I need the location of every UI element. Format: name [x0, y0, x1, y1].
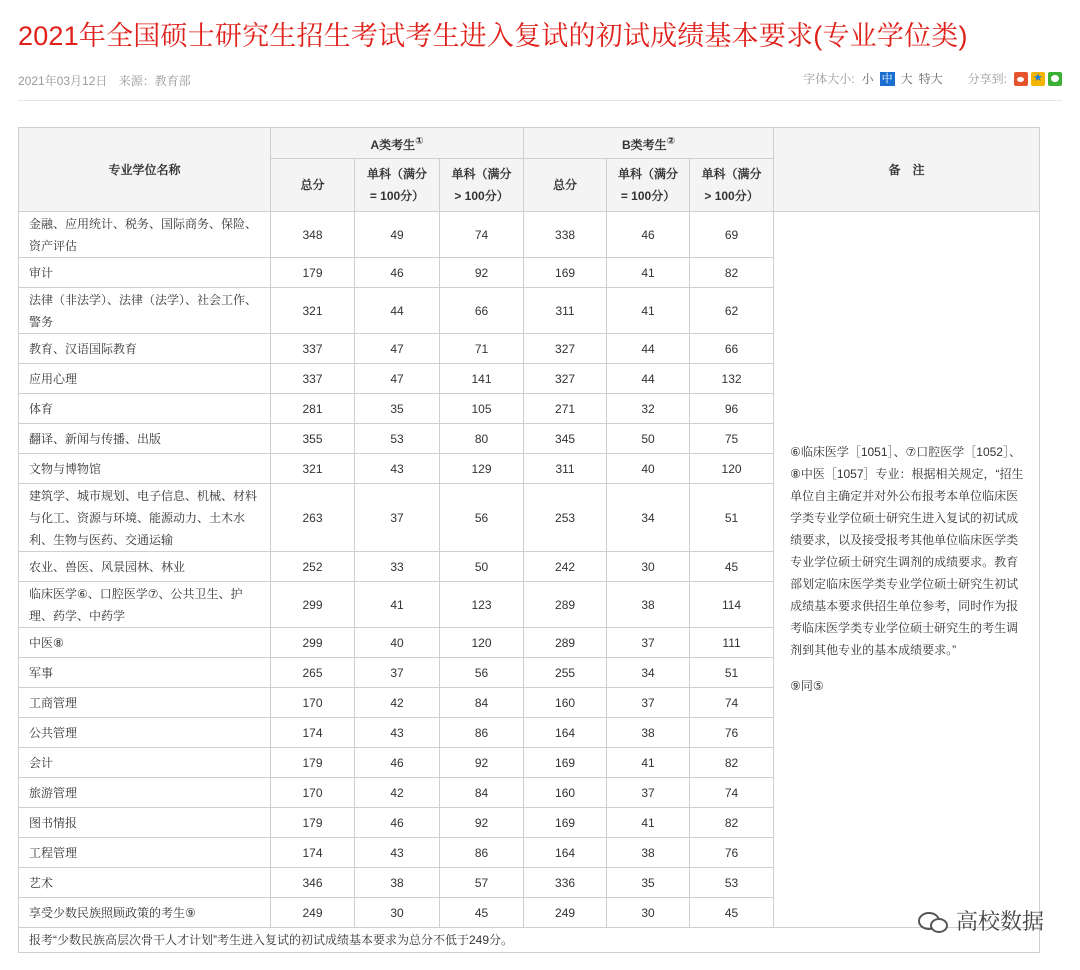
score-b-single-gt100-cell: 51 — [690, 658, 774, 688]
header-b-single-gt100: 单科（满分 > 100分） — [690, 159, 774, 212]
major-name-cell: 享受少数民族照顾政策的考生⑨ — [19, 898, 271, 928]
score-b-total-cell: 242 — [524, 552, 607, 582]
score-b-total-cell: 345 — [524, 424, 607, 454]
score-b-total-cell: 160 — [524, 688, 607, 718]
score-b-total-cell: 289 — [524, 628, 607, 658]
score-a-single-gt100-cell: 80 — [440, 424, 524, 454]
score-a-single-gt100-cell: 84 — [440, 778, 524, 808]
score-b-single-gt100-cell: 82 — [690, 258, 774, 288]
score-b-total-cell: 311 — [524, 454, 607, 484]
score-b-single-100-cell: 40 — [607, 454, 690, 484]
remark-medical-note: ⑥临床医学［1051］、⑦口腔医学［1052］、⑧中医［1057］专业：根据相关规定，“招生单位自主确定并对外公布报考本单位临床医学类专业学位硕士研究生进入复试的初试成绩要求，以及接受报考其他单位临床医学类专业学位硕士研究生调剂的成绩要求。教育部划定临床医学类专业学位硕士研究生初试成绩基本要求供招生单位参考，同时作为报考临床医学类专业学位硕士研究生的考生调剂到其他专业的基本成绩要求。” — [790, 445, 1024, 657]
major-name-cell: 旅游管理 — [19, 778, 271, 808]
score-a-single-gt100-cell: 123 — [440, 582, 524, 628]
score-b-single-100-cell: 44 — [607, 334, 690, 364]
score-a-single-100-cell: 53 — [355, 424, 440, 454]
score-b-single-100-cell: 44 — [607, 364, 690, 394]
score-b-total-cell: 169 — [524, 258, 607, 288]
score-a-single-100-cell: 47 — [355, 364, 440, 394]
major-name-cell: 工程管理 — [19, 838, 271, 868]
score-b-single-gt100-cell: 53 — [690, 868, 774, 898]
score-a-total-cell: 299 — [271, 628, 355, 658]
score-a-single-100-cell: 30 — [355, 898, 440, 928]
score-a-single-100-cell: 44 — [355, 288, 440, 334]
score-b-single-gt100-cell: 74 — [690, 778, 774, 808]
major-name-cell: 工商管理 — [19, 688, 271, 718]
header-group-a-label: A类考生 — [370, 137, 416, 152]
score-b-single-100-cell: 46 — [607, 212, 690, 258]
major-name-cell: 金融、应用统计、税务、国际商务、保险、资产评估 — [19, 212, 271, 258]
score-b-total-cell: 271 — [524, 394, 607, 424]
table-footnote: 报考“少数民族高层次骨干人才计划”考生进入复试的初试成绩基本要求为总分不低于249分。 — [19, 928, 1040, 953]
header-group-a-mark: ① — [415, 135, 424, 147]
wechat-logo-icon — [918, 910, 948, 932]
score-b-single-100-cell: 37 — [607, 778, 690, 808]
score-b-single-100-cell: 30 — [607, 552, 690, 582]
score-b-single-gt100-cell: 51 — [690, 484, 774, 552]
score-b-single-100-cell: 41 — [607, 258, 690, 288]
score-b-single-100-cell: 32 — [607, 394, 690, 424]
score-a-single-gt100-cell: 74 — [440, 212, 524, 258]
score-a-single-gt100-cell: 92 — [440, 748, 524, 778]
qzone-icon[interactable] — [1031, 72, 1045, 86]
score-b-single-gt100-cell: 74 — [690, 688, 774, 718]
score-b-single-100-cell: 38 — [607, 838, 690, 868]
header-a-total: 总分 — [271, 159, 355, 212]
score-b-total-cell: 169 — [524, 748, 607, 778]
score-a-single-gt100-cell: 92 — [440, 258, 524, 288]
score-a-single-gt100-cell: 50 — [440, 552, 524, 582]
score-b-single-100-cell: 38 — [607, 718, 690, 748]
score-b-single-100-cell: 37 — [607, 628, 690, 658]
major-name-cell: 法律（非法学）、法律（法学）、社会工作、警务 — [19, 288, 271, 334]
wechat-icon[interactable] — [1048, 72, 1062, 86]
article-source: 来源：教育部 — [118, 74, 191, 88]
score-a-total-cell: 252 — [271, 552, 355, 582]
header-b-total: 总分 — [524, 159, 607, 212]
header-group-b-label: B类考生 — [621, 137, 667, 152]
score-a-single-gt100-cell: 92 — [440, 808, 524, 838]
major-name-cell: 图书情报 — [19, 808, 271, 838]
header-b-single-100: 单科（满分 = 100分） — [607, 159, 690, 212]
header-a-single-gt100: 单科（满分 > 100分） — [440, 159, 524, 212]
weibo-icon[interactable] — [1014, 72, 1028, 86]
remark-minority-note: ⑨同⑤ — [790, 679, 824, 693]
score-b-single-gt100-cell: 96 — [690, 394, 774, 424]
score-a-single-100-cell: 33 — [355, 552, 440, 582]
score-a-single-gt100-cell: 84 — [440, 688, 524, 718]
score-b-single-100-cell: 41 — [607, 808, 690, 838]
score-b-total-cell: 255 — [524, 658, 607, 688]
score-a-total-cell: 170 — [271, 778, 355, 808]
score-b-total-cell: 160 — [524, 778, 607, 808]
header-group-a — [271, 128, 524, 159]
score-b-single-100-cell: 41 — [607, 748, 690, 778]
score-a-single-100-cell: 47 — [355, 334, 440, 364]
score-b-single-100-cell: 41 — [607, 288, 690, 334]
score-a-total-cell: 299 — [271, 582, 355, 628]
header-group-b — [524, 128, 774, 159]
score-a-total-cell: 355 — [271, 424, 355, 454]
score-a-single-100-cell: 43 — [355, 454, 440, 484]
score-a-single-100-cell: 42 — [355, 688, 440, 718]
score-b-single-gt100-cell: 75 — [690, 424, 774, 454]
score-b-single-gt100-cell: 76 — [690, 718, 774, 748]
score-b-single-gt100-cell: 62 — [690, 288, 774, 334]
score-b-total-cell: 327 — [524, 364, 607, 394]
score-a-single-gt100-cell: 57 — [440, 868, 524, 898]
score-a-single-gt100-cell: 129 — [440, 454, 524, 484]
score-a-total-cell: 174 — [271, 718, 355, 748]
major-name-cell: 建筑学、城市规划、电子信息、机械、材料与化工、资源与环境、能源动力、土木水利、生物与医药、交通运输 — [19, 484, 271, 552]
score-b-single-100-cell: 30 — [607, 898, 690, 928]
score-a-single-gt100-cell: 56 — [440, 658, 524, 688]
watermark — [918, 905, 1044, 936]
score-a-single-gt100-cell: 105 — [440, 394, 524, 424]
score-a-total-cell: 337 — [271, 364, 355, 394]
score-b-single-gt100-cell: 132 — [690, 364, 774, 394]
font-size-large[interactable]: 大 — [900, 72, 913, 86]
score-b-single-gt100-cell: 69 — [690, 212, 774, 258]
score-b-single-gt100-cell: 76 — [690, 838, 774, 868]
article-meta — [18, 72, 199, 89]
score-b-total-cell: 169 — [524, 808, 607, 838]
score-a-single-100-cell: 42 — [355, 778, 440, 808]
article-tools — [803, 70, 1062, 87]
score-b-single-gt100-cell: 66 — [690, 334, 774, 364]
score-b-total-cell: 164 — [524, 718, 607, 748]
font-size-medium[interactable]: 中 — [881, 72, 893, 85]
watermark-text: 高校数据 — [955, 909, 1044, 934]
score-b-total-cell: 164 — [524, 838, 607, 868]
remark-cell — [774, 212, 1040, 928]
major-name-cell: 会计 — [19, 748, 271, 778]
score-a-single-100-cell: 40 — [355, 628, 440, 658]
score-table — [18, 127, 1040, 953]
score-a-single-gt100-cell: 120 — [440, 628, 524, 658]
remark-content — [784, 212, 1029, 697]
score-a-single-gt100-cell: 141 — [440, 364, 524, 394]
share-label: 分享到: — [967, 72, 1007, 86]
major-name-cell: 文物与博物馆 — [19, 454, 271, 484]
score-a-total-cell: 263 — [271, 484, 355, 552]
page-title: 2021年全国硕士研究生招生考试考生进入复试的初试成绩基本要求(专业学位类) — [18, 21, 968, 51]
score-a-total-cell: 265 — [271, 658, 355, 688]
score-a-total-cell: 179 — [271, 258, 355, 288]
major-name-cell: 应用心理 — [19, 364, 271, 394]
score-a-single-gt100-cell: 86 — [440, 718, 524, 748]
score-b-total-cell: 338 — [524, 212, 607, 258]
major-name-cell: 中医⑧ — [19, 628, 271, 658]
score-a-single-gt100-cell: 66 — [440, 288, 524, 334]
score-b-single-gt100-cell: 82 — [690, 808, 774, 838]
score-b-single-gt100-cell: 82 — [690, 748, 774, 778]
score-a-single-gt100-cell: 56 — [440, 484, 524, 552]
score-a-single-100-cell: 37 — [355, 658, 440, 688]
meta-bar — [18, 70, 1062, 101]
score-a-total-cell: 179 — [271, 748, 355, 778]
score-a-single-100-cell: 49 — [355, 212, 440, 258]
major-name-cell: 临床医学⑥、口腔医学⑦、公共卫生、护理、药学、中药学 — [19, 582, 271, 628]
publish-date: 2021年03月12日 — [18, 74, 108, 88]
major-name-cell: 审计 — [19, 258, 271, 288]
score-b-single-100-cell: 38 — [607, 582, 690, 628]
score-a-total-cell: 348 — [271, 212, 355, 258]
major-name-cell: 艺术 — [19, 868, 271, 898]
score-b-single-gt100-cell: 120 — [690, 454, 774, 484]
score-a-total-cell: 281 — [271, 394, 355, 424]
score-a-single-gt100-cell: 71 — [440, 334, 524, 364]
score-b-total-cell: 327 — [524, 334, 607, 364]
score-b-single-100-cell: 50 — [607, 424, 690, 454]
header-group-b-mark: ② — [666, 135, 676, 147]
score-a-single-100-cell: 43 — [355, 718, 440, 748]
header-a-single-100: 单科（满分 = 100分） — [355, 159, 440, 212]
score-a-single-gt100-cell: 86 — [440, 838, 524, 868]
score-b-single-100-cell: 37 — [607, 688, 690, 718]
score-a-single-100-cell: 41 — [355, 582, 440, 628]
score-a-single-100-cell: 46 — [355, 748, 440, 778]
score-b-total-cell: 249 — [524, 898, 607, 928]
score-a-single-100-cell: 37 — [355, 484, 440, 552]
header-major-name: 专业学位名称 — [19, 128, 271, 212]
font-size-xlarge[interactable]: 特大 — [918, 72, 943, 86]
score-a-single-100-cell: 38 — [355, 868, 440, 898]
score-b-single-gt100-cell: 111 — [690, 628, 774, 658]
font-size-small[interactable]: 小 — [861, 72, 874, 86]
header-remark: 备 注 — [774, 128, 1040, 212]
major-name-cell: 教育、汉语国际教育 — [19, 334, 271, 364]
score-a-total-cell: 337 — [271, 334, 355, 364]
major-name-cell: 体育 — [19, 394, 271, 424]
score-b-single-100-cell: 35 — [607, 868, 690, 898]
score-b-single-gt100-cell: 45 — [690, 552, 774, 582]
table-row — [19, 212, 1040, 258]
font-size-label: 字体大小: — [803, 72, 855, 86]
score-a-single-100-cell: 46 — [355, 808, 440, 838]
score-b-total-cell: 253 — [524, 484, 607, 552]
score-b-single-gt100-cell: 114 — [690, 582, 774, 628]
score-b-total-cell: 311 — [524, 288, 607, 334]
table-body — [19, 212, 1040, 928]
major-name-cell: 翻译、新闻与传播、出版 — [19, 424, 271, 454]
major-name-cell: 农业、兽医、风景园林、林业 — [19, 552, 271, 582]
score-a-total-cell: 174 — [271, 838, 355, 868]
score-a-single-100-cell: 46 — [355, 258, 440, 288]
score-a-single-100-cell: 43 — [355, 838, 440, 868]
score-a-single-gt100-cell: 45 — [440, 898, 524, 928]
score-b-single-gt100-cell: 45 — [690, 898, 774, 928]
score-a-total-cell: 346 — [271, 868, 355, 898]
score-a-total-cell: 321 — [271, 288, 355, 334]
score-b-total-cell: 336 — [524, 868, 607, 898]
major-name-cell: 军事 — [19, 658, 271, 688]
score-b-single-100-cell: 34 — [607, 484, 690, 552]
score-a-total-cell: 179 — [271, 808, 355, 838]
major-name-cell: 公共管理 — [19, 718, 271, 748]
score-b-single-100-cell: 34 — [607, 658, 690, 688]
score-a-total-cell: 170 — [271, 688, 355, 718]
score-a-total-cell: 321 — [271, 454, 355, 484]
score-b-total-cell: 289 — [524, 582, 607, 628]
score-a-total-cell: 249 — [271, 898, 355, 928]
score-a-single-100-cell: 35 — [355, 394, 440, 424]
